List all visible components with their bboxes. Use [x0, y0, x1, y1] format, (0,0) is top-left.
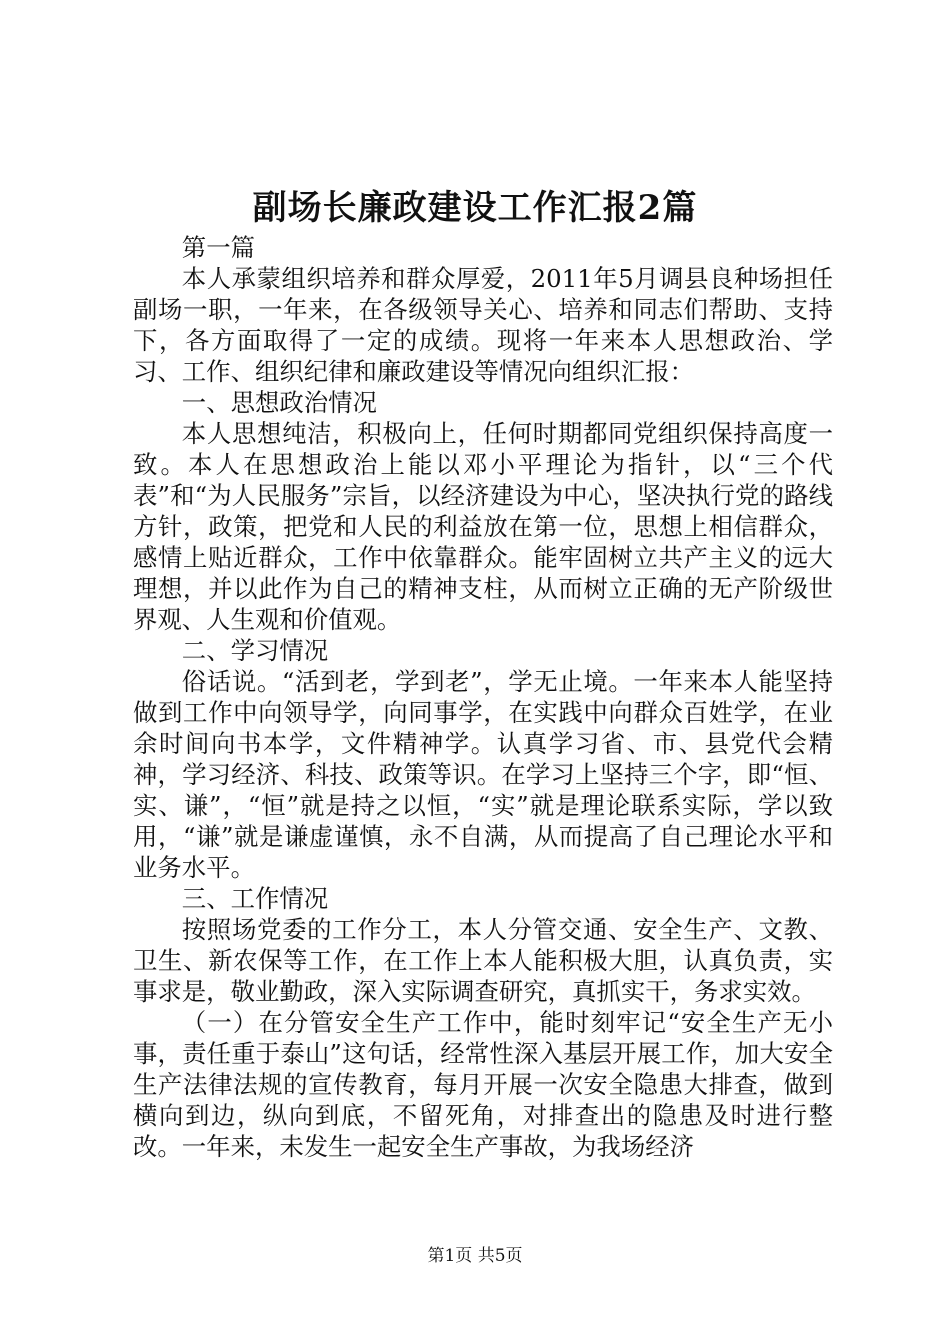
- section-heading-work: 三、工作情况: [181, 884, 329, 913]
- intro-paragraph: 本人承蒙组织培养和群众厚爱，2011年5月调县良种场担任副场一职，一年来，在各级领导关心、培养和同志们帮助、支持下，各方面取得了一定的成绩。现将一年来本人思想政治、学习、工作、组织纪律和廉政建设等情况向组织汇报：: [133, 264, 833, 386]
- document-body: [133, 232, 833, 1162]
- document-title: 副场长廉政建设工作汇报2篇: [252, 188, 698, 228]
- safety-paragraph: （一）在分管安全生产工作中，能时刻牢记“安全生产无小事，责任重于泰山”这句话，经常性深入基层开展工作，加大安全生产法律法规的宣传教育，每月开展一次安全隐患大排查，做到横向到边，纵向到底，不留死角，对排查出的隐患及时进行整改。一年来，未发生一起安全生产事故，为我场经济: [133, 1008, 833, 1161]
- study-paragraph: 俗话说。“活到老，学到老”，学无止境。一年来本人能坚持做到工作中向领导学，向同事学，在实践中向群众百姓学，在业余时间向书本学，文件精神学。认真学习省、市、县党代会精神，学习经济、科技、政策等识。在学习上坚持三个字，即“恒、实、谦”，“恒”就是持之以恒，“实”就是理论联系实际，学以致用，“谦”就是谦虚谨慎，永不自满，从而提高了自己理论水平和业务水平。: [133, 667, 833, 882]
- page-footer: 第1页 共5页: [427, 1246, 523, 1266]
- work-paragraph: 按照场党委的工作分工，本人分管交通、安全生产、文教、卫生、新农保等工作，在工作上本人能积极大胆，认真负责，实事求是，敬业勤政，深入实际调查研究，真抓实干，务求实效。: [133, 915, 833, 1006]
- section-heading-ideology: 一、思想政治情况: [181, 388, 377, 417]
- part-heading: 第一篇: [181, 233, 255, 262]
- section-heading-study: 二、学习情况: [181, 636, 329, 665]
- ideology-paragraph: 本人思想纯洁，积极向上，任何时期都同党组织保持高度一致。本人在思想政治上能以邓小平理论为指针，以“三个代表”和“为人民服务”宗旨，以经济建设为中心，坚决执行党的路线方针，政策，把党和人民的利益放在第一位，思想上相信群众，感情上贴近群众，工作中依靠群众。能牢固树立共产主义的远大理想，并以此作为自己的精神支柱，从而树立正确的无产阶级世界观、人生观和价值观。: [133, 419, 833, 634]
